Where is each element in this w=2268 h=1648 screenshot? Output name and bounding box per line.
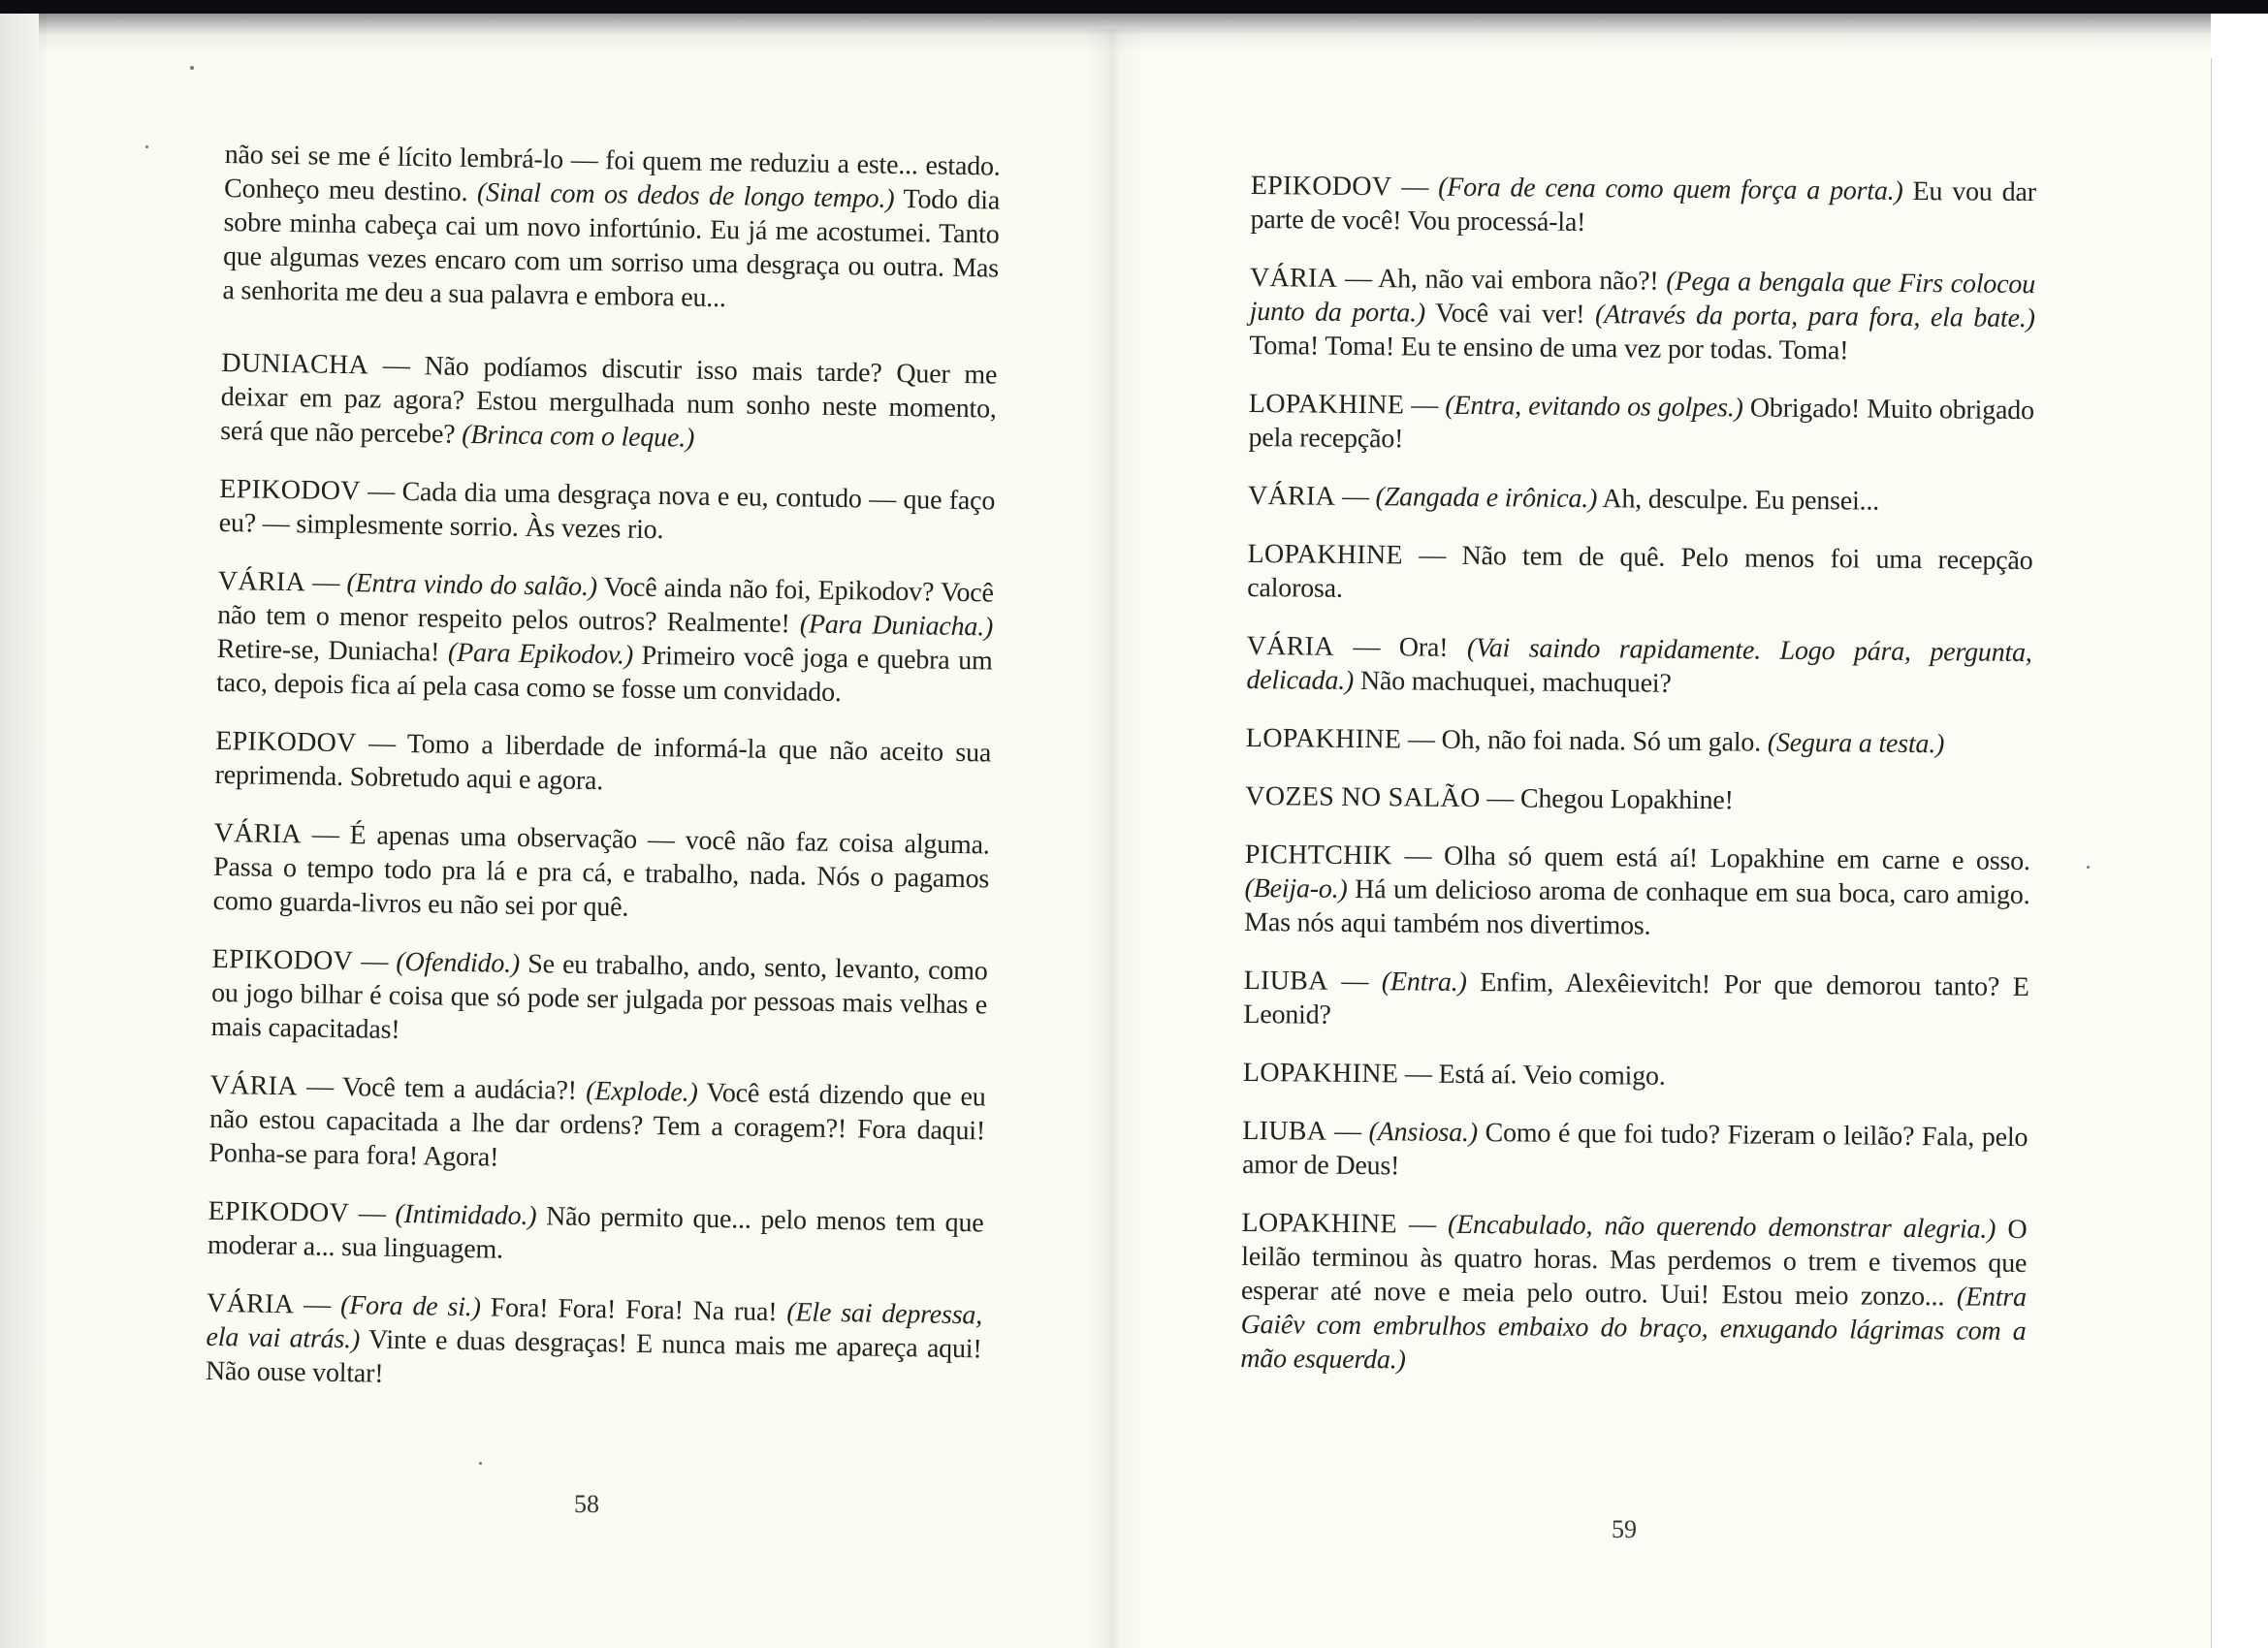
speaker-name: VÁRIA [206,1287,295,1320]
dialogue-text: Não machuquei, machuquei? [1354,665,1672,699]
dialogue-text: Há um delicioso aroma de conhaque em sua boca, caro amigo. Mas nós aqui também nos divertimos. [1244,873,2030,941]
right-page-text [1240,169,2036,1407]
speaker-name: PICHTCHIK [1244,839,1393,872]
dialogue-text: Retire-se, Duniacha! [216,633,449,668]
dialogue-text: — É apenas uma observação — você não faz coisa alguma. Passa o tempo todo pra lá e pra cá, e trabalho, nada. Nós o pagamos como guarda-livros eu não sei por quê. [212,819,990,923]
dialogue-text: — [1327,966,1382,998]
dialogue-paragraph [220,346,998,460]
dialogue-text: — [1404,390,1446,421]
dialogue-paragraph [208,1194,984,1275]
dialogue-text: Não permito que... pelo menos tem que moderar a... sua linguagem. [207,1201,984,1265]
stage-direction: (Brinca com o leque.) [461,419,695,454]
dialogue-text: — [1391,172,1439,203]
dialogue-paragraph [1243,964,2029,1038]
dialogue-paragraph [1248,479,2033,520]
dialogue-text: — Olha só quem está aí! Lopakhine em carne e osso. [1391,840,2030,877]
stage-direction: (Ele sai depressa, ela vai atrás.) [206,1297,983,1355]
dialogue-paragraph [206,1286,983,1401]
dialogue-text: — [1335,481,1376,513]
speaker-name: EPIKODOV [219,473,362,507]
speaker-name: DUNIACHA [221,347,369,381]
speaker-name: EPIKODOV [208,1195,350,1229]
stage-direction: (Sinal com os dedos de longo tempo.) [476,177,895,214]
stage-direction: (Para Duniacha.) [799,609,994,643]
speaker-name: VÁRIA [209,1069,299,1102]
stage-direction: (Zangada e irônica.) [1375,482,1598,515]
dialogue-paragraph [1243,1056,2028,1096]
page-number: 58 [574,1490,599,1518]
stage-direction: (Fora de cena como quem força a porta.) [1438,172,1903,206]
speaker-name: VOZES NO SALÃO [1245,780,1481,814]
stage-direction: (Através da porta, para fora, ela bate.) [1594,300,2035,334]
speaker-name: EPIKODOV [211,943,354,977]
dialogue-text: — Não podíamos discutir isso mais tarde? Quer me deixar em paz agora? Estou mergulhada num sonho neste momento, será que não percebe? [220,350,998,450]
stage-direction: (Entra, evitando os golpes.) [1445,390,1743,424]
stage-direction: (Intimidado.) [395,1198,537,1232]
speaker-name: EPIKODOV [1250,170,1392,203]
dialogue-text: — [348,1198,396,1229]
dialogue-paragraph [214,724,991,805]
scanner-top-edge [0,0,2268,14]
dialogue-text: Obrigado! Muito obrigado pela recepção! [1248,393,2034,455]
dialogue-text: — Tomo a liberdade de informá-la que não aceito sua reprimenda. Sobretudo aqui e agora. [214,728,992,797]
left-page-text [205,138,1001,1424]
dialogue-text: Primeiro você joga e quebra um taco, depois fica aí pela casa como se fosse um convidado. [215,640,993,709]
book-gutter [1084,29,1142,1648]
speaker-name: VÁRIA [213,817,303,850]
dialogue-text: — Não tem de quê. Pelo menos foi uma recepção calorosa. [1247,540,2033,604]
scanner-left-margin [0,14,47,1648]
dialogue-paragraph [212,816,990,931]
stage-direction: (Ofendido.) [396,946,521,979]
dialogue-text: Vinte e duas desgraças! E nunca mais me apareça aqui! Não ouse voltar! [205,1324,982,1389]
dialogue-paragraph [1242,1114,2028,1188]
stage-direction: (Explode.) [585,1075,698,1108]
speaker-name: LOPAKHINE [1248,388,1405,421]
page-top-shadow [39,14,2211,52]
dialogue-text: Eu vou dar parte de você! Vou processá-la! [1250,175,2036,238]
speaker-name: LOPAKHINE [1242,1057,1399,1090]
stage-direction: (Entra Gaiêv com embrulhos embaixo do braço, enxugando lágrimas com a mão esquerda.) [1240,1282,2028,1376]
dialogue-text: — [352,946,397,977]
dialogue-paragraph [1250,169,2036,243]
stage-direction: (Ansiosa.) [1368,1117,1479,1149]
dialogue-paragraph [1244,838,2030,946]
dialogue-text: Todo dia sobre minha cabeça cai um novo infortúnio. Eu já me acostumei. Tanto que algumas vezes encaro com um sorriso uma desgraça ou outra. Mas a senhorita me deu a sua palavra e embora eu... [222,183,1001,314]
dialogue-text: — [1326,1116,1369,1148]
stage-direction: (Para Epikodov.) [447,637,634,671]
stage-direction: (Pega a bengala que Firs colocou junto da porta.) [1249,266,2036,329]
scan-speck [145,145,148,148]
speaker-name: VÁRIA [1246,630,1335,662]
speaker-name: LOPAKHINE [1245,722,1402,755]
scan-speck [2087,866,2090,869]
scanner-right-margin [2211,58,2268,1648]
dialogue-paragraph [210,942,988,1057]
stage-direction: (Beija-o.) [1244,872,1348,904]
speaker-name: LOPAKHINE [1247,538,1404,571]
dialogue-text: Enfim, Alexêievitch! Por que demorou tanto? E Leonid? [1243,967,2029,1030]
dialogue-text: O leilão terminou às quatro horas. Mas perdemos o trem e tivemos que esperar até nove e meia pelo outro. Uui! Estou meio zonzo... [1240,1214,2028,1313]
dialogue-text: Fora! Fora! Fora! Na rua! [480,1292,787,1328]
dialogue-text: Como é que foi tudo? Fizeram o leilão? Fala, pelo amor de Deus! [1241,1118,2028,1182]
speaker-name: VÁRIA [217,565,306,598]
dialogue-text: Ah, desculpe. Eu pensei... [1597,484,1880,517]
dialogue-paragraph [1240,1206,2027,1382]
speaker-name: LIUBA [1243,965,1328,997]
speaker-name: VÁRIA [1249,262,1338,294]
speaker-name: VÁRIA [1247,480,1336,512]
dialogue-text: — [1396,1209,1449,1240]
stage-direction: (Fora de si.) [339,1290,481,1323]
page-number: 59 [1612,1515,1637,1543]
stage-direction: (Entra.) [1381,967,1467,998]
dialogue-text: — Ora! [1333,631,1468,663]
dialogue-text: Você está dizendo que eu não estou capacitada a lhe dar ordens? Tem a coragem?! Fora daqui! Ponha-se para fora! Agora! [208,1077,986,1173]
dialogue-text: — Ah, não vai embora não?! [1337,263,1667,297]
dialogue-text: Toma! Toma! Eu te ensino de uma vez por todas. Toma! [1249,330,1849,366]
stage-direction: (Encabulado, não querendo demonstrar alegria.) [1447,1209,1996,1245]
dialogue-text: — Você tem a audácia?! [297,1071,587,1106]
dialogue-paragraph [1249,261,2035,369]
dialogue-text: — [304,567,347,599]
speaker-name: LIUBA [1242,1115,1327,1147]
opening-paragraph [222,138,1001,320]
dialogue-paragraph [208,1068,986,1183]
dialogue-text: Você vai ver! [1424,298,1596,331]
dialogue-text: — Cada dia uma desgraça nova e eu, contudo — que faço eu? — simplesmente sorrio. Às vezes rio. [218,476,996,546]
scan-speck [479,1462,482,1465]
speaker-name: EPIKODOV [214,725,357,759]
stage-direction: (Segura a testa.) [1767,727,1945,760]
dialogue-text: Você ainda não foi, Epikodov? Você não tem o menor respeito pelos outros? Realmente! [217,572,994,640]
dialogue-paragraph [218,472,995,553]
dialogue-paragraph [1248,387,2034,461]
speaker-name: LOPAKHINE [1241,1207,1397,1240]
dialogue-text: — [294,1289,341,1321]
dialogue-text: — Oh, não foi nada. Só um galo. [1401,724,1768,758]
dialogue-text: não sei se me é lícito lembrá-lo — foi quem me reduziu a este... estado. Conheço meu destino. [223,139,1001,208]
dialogue-paragraph [1245,779,2030,820]
scan-speck [190,66,194,70]
dialogue-paragraph [1247,537,2033,612]
dialogue-paragraph [1246,721,2031,762]
dialogue-text: Se eu trabalho, ando, sento, levanto, como ou jogo bilhar é coisa que só pode ser julgada por pessoas mais velhas e mais capacitadas! [210,948,988,1045]
dialogue-text: — Está aí. Veio comigo. [1398,1059,1666,1092]
stage-direction: (Entra vindo do salão.) [346,568,598,603]
stage-direction: (Vai saindo rapidamente. Logo pára, pergunta, delicada.) [1246,632,2032,696]
dialogue-text: — Chegou Lopakhine! [1480,783,1734,816]
dialogue-paragraph [1246,629,2032,704]
dialogue-paragraph [216,564,994,713]
